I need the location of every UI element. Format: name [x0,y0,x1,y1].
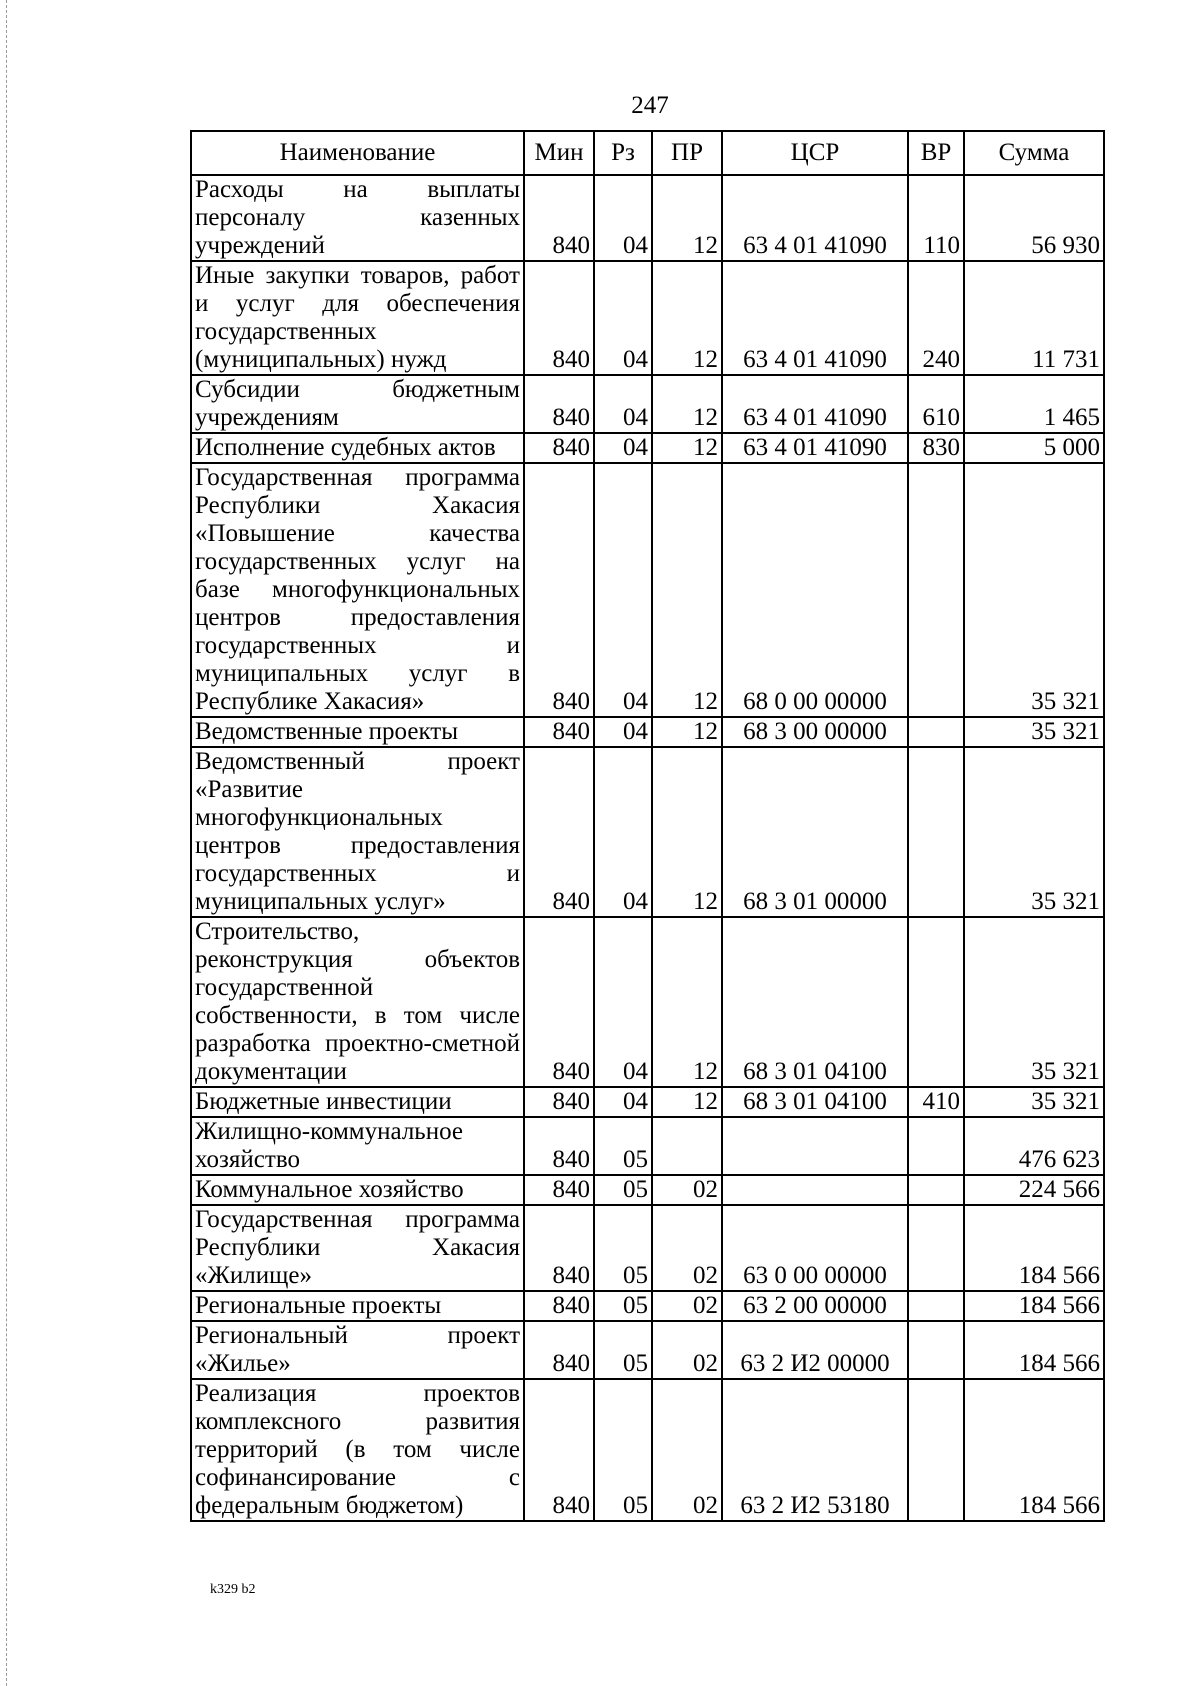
cell-rz: 05 [594,1205,652,1291]
table-row [191,463,1104,717]
cell-name: Региональные проекты [191,1291,524,1321]
cell-pr: 02 [652,1175,722,1205]
cell-rz: 04 [594,1087,652,1117]
cell-sum: 5 000 [964,433,1104,463]
budget-table [190,130,1105,1522]
cell-sum: 35 321 [964,717,1104,747]
cell-vr [908,717,964,747]
cell-sum: 184 566 [964,1205,1104,1291]
cell-min: 840 [524,175,594,261]
cell-rz: 05 [594,1291,652,1321]
header-name: Наименование [191,131,524,175]
cell-csr: 63 0 00 00000 [722,1205,908,1291]
cell-name: Региональный проект «Жилье» [191,1321,524,1379]
cell-csr: 63 2 И2 53180 [722,1379,908,1521]
cell-csr: 68 3 01 04100 [722,1087,908,1117]
cell-pr: 02 [652,1205,722,1291]
cell-pr: 12 [652,175,722,261]
cell-sum: 184 566 [964,1321,1104,1379]
header-min: Мин [524,131,594,175]
cell-sum: 35 321 [964,1087,1104,1117]
cell-rz: 04 [594,175,652,261]
cell-rz: 05 [594,1321,652,1379]
cell-sum: 184 566 [964,1291,1104,1321]
cell-vr: 110 [908,175,964,261]
cell-name: Ведомственные проекты [191,717,524,747]
cell-vr [908,917,964,1087]
cell-min: 840 [524,1117,594,1175]
cell-csr: 63 2 И2 00000 [722,1321,908,1379]
cell-vr [908,1175,964,1205]
cell-name: Коммунальное хозяйство [191,1175,524,1205]
cell-csr: 68 3 01 00000 [722,747,908,917]
header-vr: ВР [908,131,964,175]
cell-min: 840 [524,1379,594,1521]
cell-pr: 02 [652,1379,722,1521]
cell-sum: 1 465 [964,375,1104,433]
table-row [191,717,1104,747]
cell-vr [908,1321,964,1379]
table-row [191,1205,1104,1291]
table-row [191,433,1104,463]
cell-rz: 04 [594,717,652,747]
cell-pr: 02 [652,1321,722,1379]
cell-csr: 68 3 00 00000 [722,717,908,747]
table-row [191,747,1104,917]
cell-name: Расходы на выплаты персоналу казенных учреждений [191,175,524,261]
table-row [191,1175,1104,1205]
cell-pr: 12 [652,747,722,917]
cell-vr: 410 [908,1087,964,1117]
cell-min: 840 [524,917,594,1087]
cell-csr [722,1117,908,1175]
cell-pr: 12 [652,463,722,717]
cell-name: Ведомственный проект «Развитие многофункциональных центров предоставления государственных и муниципальных услуг» [191,747,524,917]
header-pr: ПР [652,131,722,175]
cell-vr: 240 [908,261,964,375]
cell-name: Бюджетные инвестиции [191,1087,524,1117]
table-row [191,1379,1104,1521]
cell-rz: 05 [594,1175,652,1205]
cell-pr: 12 [652,375,722,433]
cell-csr: 63 4 01 41090 [722,261,908,375]
cell-min: 840 [524,261,594,375]
table-row [191,1291,1104,1321]
cell-csr: 63 4 01 41090 [722,175,908,261]
cell-name: Реализация проектов комплексного развития территорий (в том числе софинансирование с федеральным бюджетом) [191,1379,524,1521]
cell-name: Иные закупки товаров, работ и услуг для обеспечения государственных (муниципальных) нужд [191,261,524,375]
cell-rz: 04 [594,747,652,917]
cell-pr: 12 [652,261,722,375]
cell-pr: 02 [652,1291,722,1321]
cell-pr: 12 [652,433,722,463]
cell-vr [908,463,964,717]
cell-min: 840 [524,1175,594,1205]
cell-rz: 04 [594,433,652,463]
footer-code: k329 b2 [210,1582,256,1597]
cell-sum: 35 321 [964,917,1104,1087]
cell-name: Субсидии бюджетным учреждениям [191,375,524,433]
cell-rz: 05 [594,1117,652,1175]
scan-margin-line [6,0,7,1686]
table-row [191,1321,1104,1379]
cell-rz: 04 [594,917,652,1087]
cell-vr: 830 [908,433,964,463]
cell-min: 840 [524,717,594,747]
cell-sum: 184 566 [964,1379,1104,1521]
cell-csr: 68 0 00 00000 [722,463,908,717]
cell-csr: 63 2 00 00000 [722,1291,908,1321]
cell-min: 840 [524,1087,594,1117]
table-header-row [191,131,1104,175]
cell-csr: 68 3 01 04100 [722,917,908,1087]
cell-sum: 35 321 [964,747,1104,917]
table-body [191,175,1104,1521]
header-rz: Рз [594,131,652,175]
cell-vr: 610 [908,375,964,433]
table-row [191,917,1104,1087]
table-row [191,375,1104,433]
cell-name: Государственная программа Республики Хакасия «Жилище» [191,1205,524,1291]
table-row [191,1117,1104,1175]
cell-rz: 04 [594,375,652,433]
cell-sum: 35 321 [964,463,1104,717]
cell-name: Государственная программа Республики Хакасия «Повышение качества государственных услуг на базе многофункциональных центров предоставления государственных и муниципальных услуг в Республике Хакасия» [191,463,524,717]
header-csr: ЦСР [722,131,908,175]
cell-csr: 63 4 01 41090 [722,375,908,433]
cell-sum: 11 731 [964,261,1104,375]
cell-pr: 12 [652,1087,722,1117]
table-row [191,1087,1104,1117]
cell-sum: 476 623 [964,1117,1104,1175]
cell-name: Жилищно-коммунальное хозяйство [191,1117,524,1175]
cell-csr [722,1175,908,1205]
cell-rz: 05 [594,1379,652,1521]
cell-vr [908,1205,964,1291]
cell-csr: 63 4 01 41090 [722,433,908,463]
cell-vr [908,1291,964,1321]
page-number: 247 [631,92,669,119]
table-row [191,261,1104,375]
cell-name: Строительство, реконструкция объектов государственной собственности, в том числе разработка проектно-сметной документации [191,917,524,1087]
cell-pr [652,1117,722,1175]
cell-pr: 12 [652,917,722,1087]
cell-min: 840 [524,375,594,433]
cell-min: 840 [524,1321,594,1379]
cell-pr: 12 [652,717,722,747]
cell-min: 840 [524,1291,594,1321]
cell-vr [908,1117,964,1175]
header-sum: Сумма [964,131,1104,175]
cell-sum: 56 930 [964,175,1104,261]
cell-min: 840 [524,1205,594,1291]
cell-vr [908,747,964,917]
table-row [191,175,1104,261]
cell-min: 840 [524,747,594,917]
cell-sum: 224 566 [964,1175,1104,1205]
cell-vr [908,1379,964,1521]
cell-min: 840 [524,463,594,717]
cell-min: 840 [524,433,594,463]
cell-rz: 04 [594,261,652,375]
cell-name: Исполнение судебных актов [191,433,524,463]
cell-rz: 04 [594,463,652,717]
